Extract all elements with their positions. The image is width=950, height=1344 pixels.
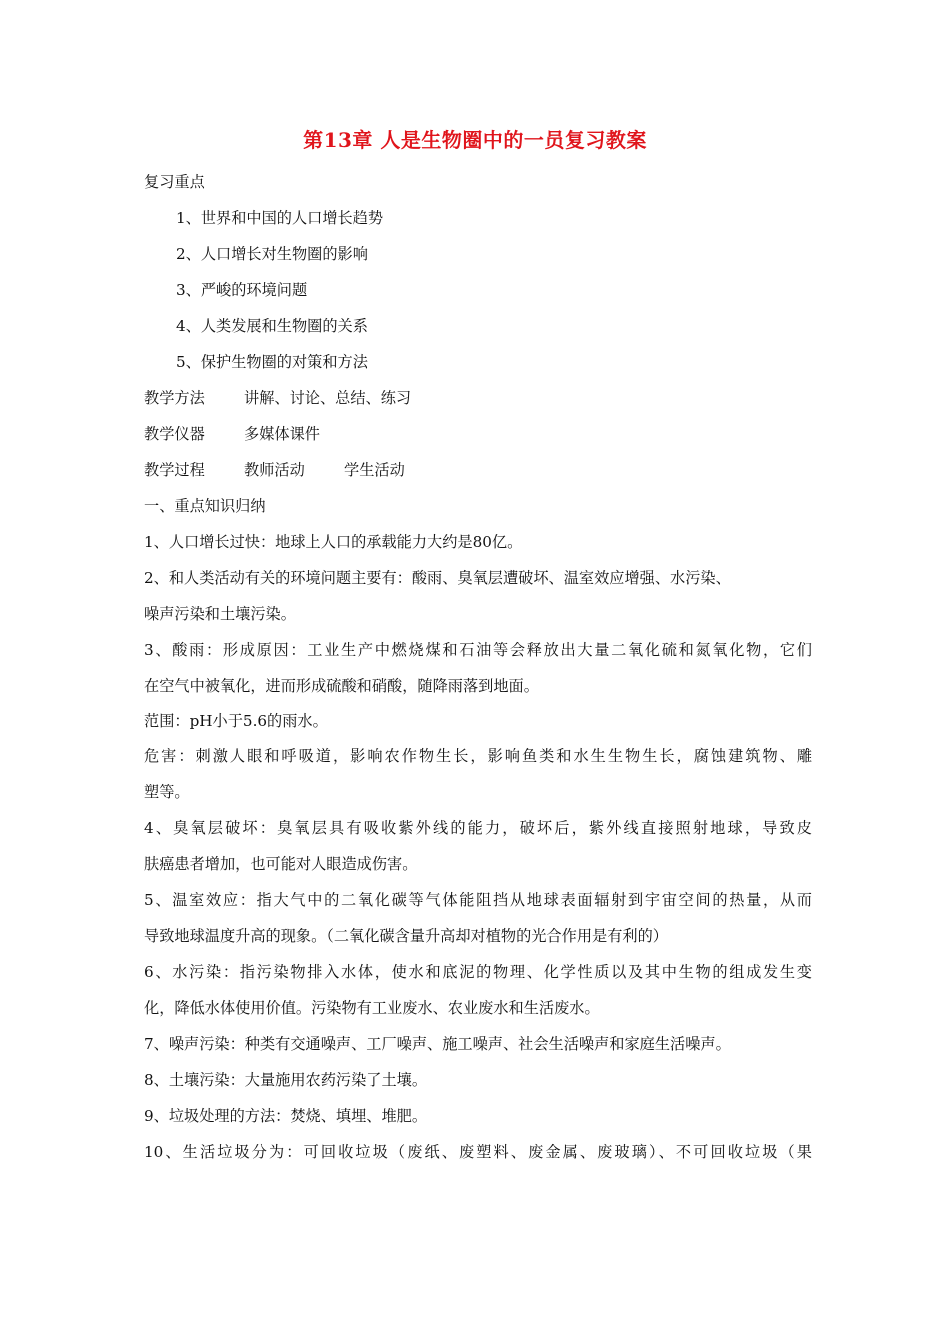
knowledge-point-6-line-2: 化，降低水体使用价值。污染物有工业废水、农业废水和生活废水。 xyxy=(144,999,600,1017)
knowledge-point-3-line-1: 3、酸雨：形成原因：工业生产中燃烧煤和石油等会释放出大量二氧化硫和氮氧化物，它们 xyxy=(144,641,812,659)
teaching-method-row xyxy=(144,380,812,416)
review-point-4: 4、人类发展和生物圈的关系 xyxy=(176,317,368,335)
knowledge-point-7: 7、噪声污染：种类有交通噪声、工厂噪声、施工噪声、社会生活噪声和家庭生活噪声。 xyxy=(144,1035,731,1053)
knowledge-point-4-line-2: 肤癌患者增加，也可能对人眼造成伤害。 xyxy=(144,855,418,873)
knowledge-point-5-line-2: 导致地球温度升高的现象。（二氧化碳含量升高却对植物的光合作用是有利的） xyxy=(144,927,668,945)
teaching-process-row xyxy=(144,452,812,488)
knowledge-point-3-line-2: 在空气中被氧化，进而形成硫酸和硝酸，随降雨落到地面。 xyxy=(144,677,539,695)
teaching-method-value: 讲解、讨论、总结、练习 xyxy=(244,389,412,407)
review-point-1: 1、世界和中国的人口增长趋势 xyxy=(176,209,384,227)
page-title: 第13章 人是生物圈中的一员复习教案 xyxy=(303,128,647,152)
document-body xyxy=(144,164,812,1170)
knowledge-point-9: 9、垃圾处理的方法：焚烧、填埋、堆肥。 xyxy=(144,1107,428,1125)
teaching-instrument-row xyxy=(144,416,812,452)
acid-rain-range: 范围：pH小于5.6的雨水。 xyxy=(144,712,328,730)
acid-rain-harm-line-1: 危害：刺激人眼和呼吸道，影响农作物生长，影响鱼类和水生生物生长，腐蚀建筑物、雕 xyxy=(144,747,812,765)
knowledge-point-4-line-1: 4、臭氧层破坏：臭氧层具有吸收紫外线的能力，破坏后，紫外线直接照射地球，导致皮 xyxy=(144,819,812,837)
knowledge-point-2-line-2: 噪声污染和土壤污染。 xyxy=(144,605,296,623)
section-heading: 一、重点知识归纳 xyxy=(144,497,266,515)
teaching-process-label: 教学过程 xyxy=(144,461,205,479)
review-point-2: 2、人口增长对生物圈的影响 xyxy=(176,245,368,263)
review-point-5: 5、保护生物圈的对策和方法 xyxy=(176,353,368,371)
knowledge-point-6-line-1: 6、水污染：指污染物排入水体，使水和底泥的物理、化学性质以及其中生物的组成发生变 xyxy=(144,963,812,981)
knowledge-point-5-line-1: 5、温室效应：指大气中的二氧化碳等气体能阻挡从地球表面辐射到宇宙空间的热量，从而 xyxy=(144,891,812,909)
acid-rain-harm-line-2: 塑等。 xyxy=(144,783,190,801)
knowledge-point-8: 8、土壤污染：大量施用农药污染了土壤。 xyxy=(144,1071,428,1089)
knowledge-point-10: 10、生活垃圾分为：可回收垃圾（废纸、废塑料、废金属、废玻璃）、不可回收垃圾（果 xyxy=(144,1143,812,1161)
review-point-3: 3、严峻的环境问题 xyxy=(176,281,308,299)
review-points-heading: 复习重点 xyxy=(144,173,205,191)
student-activity-label: 学生活动 xyxy=(344,461,405,479)
teaching-instrument-value: 多媒体课件 xyxy=(244,425,320,443)
knowledge-point-2-line-1: 2、和人类活动有关的环境问题主要有：酸雨、臭氧层遭破坏、温室效应增强、水污染、 xyxy=(144,569,731,587)
knowledge-point-1: 1、人口增长过快：地球上人口的承载能力大约是80亿。 xyxy=(144,533,523,551)
teaching-instrument-label: 教学仪器 xyxy=(144,425,205,443)
teaching-method-label: 教学方法 xyxy=(144,389,205,407)
teacher-activity-label: 教师活动 xyxy=(244,461,305,479)
